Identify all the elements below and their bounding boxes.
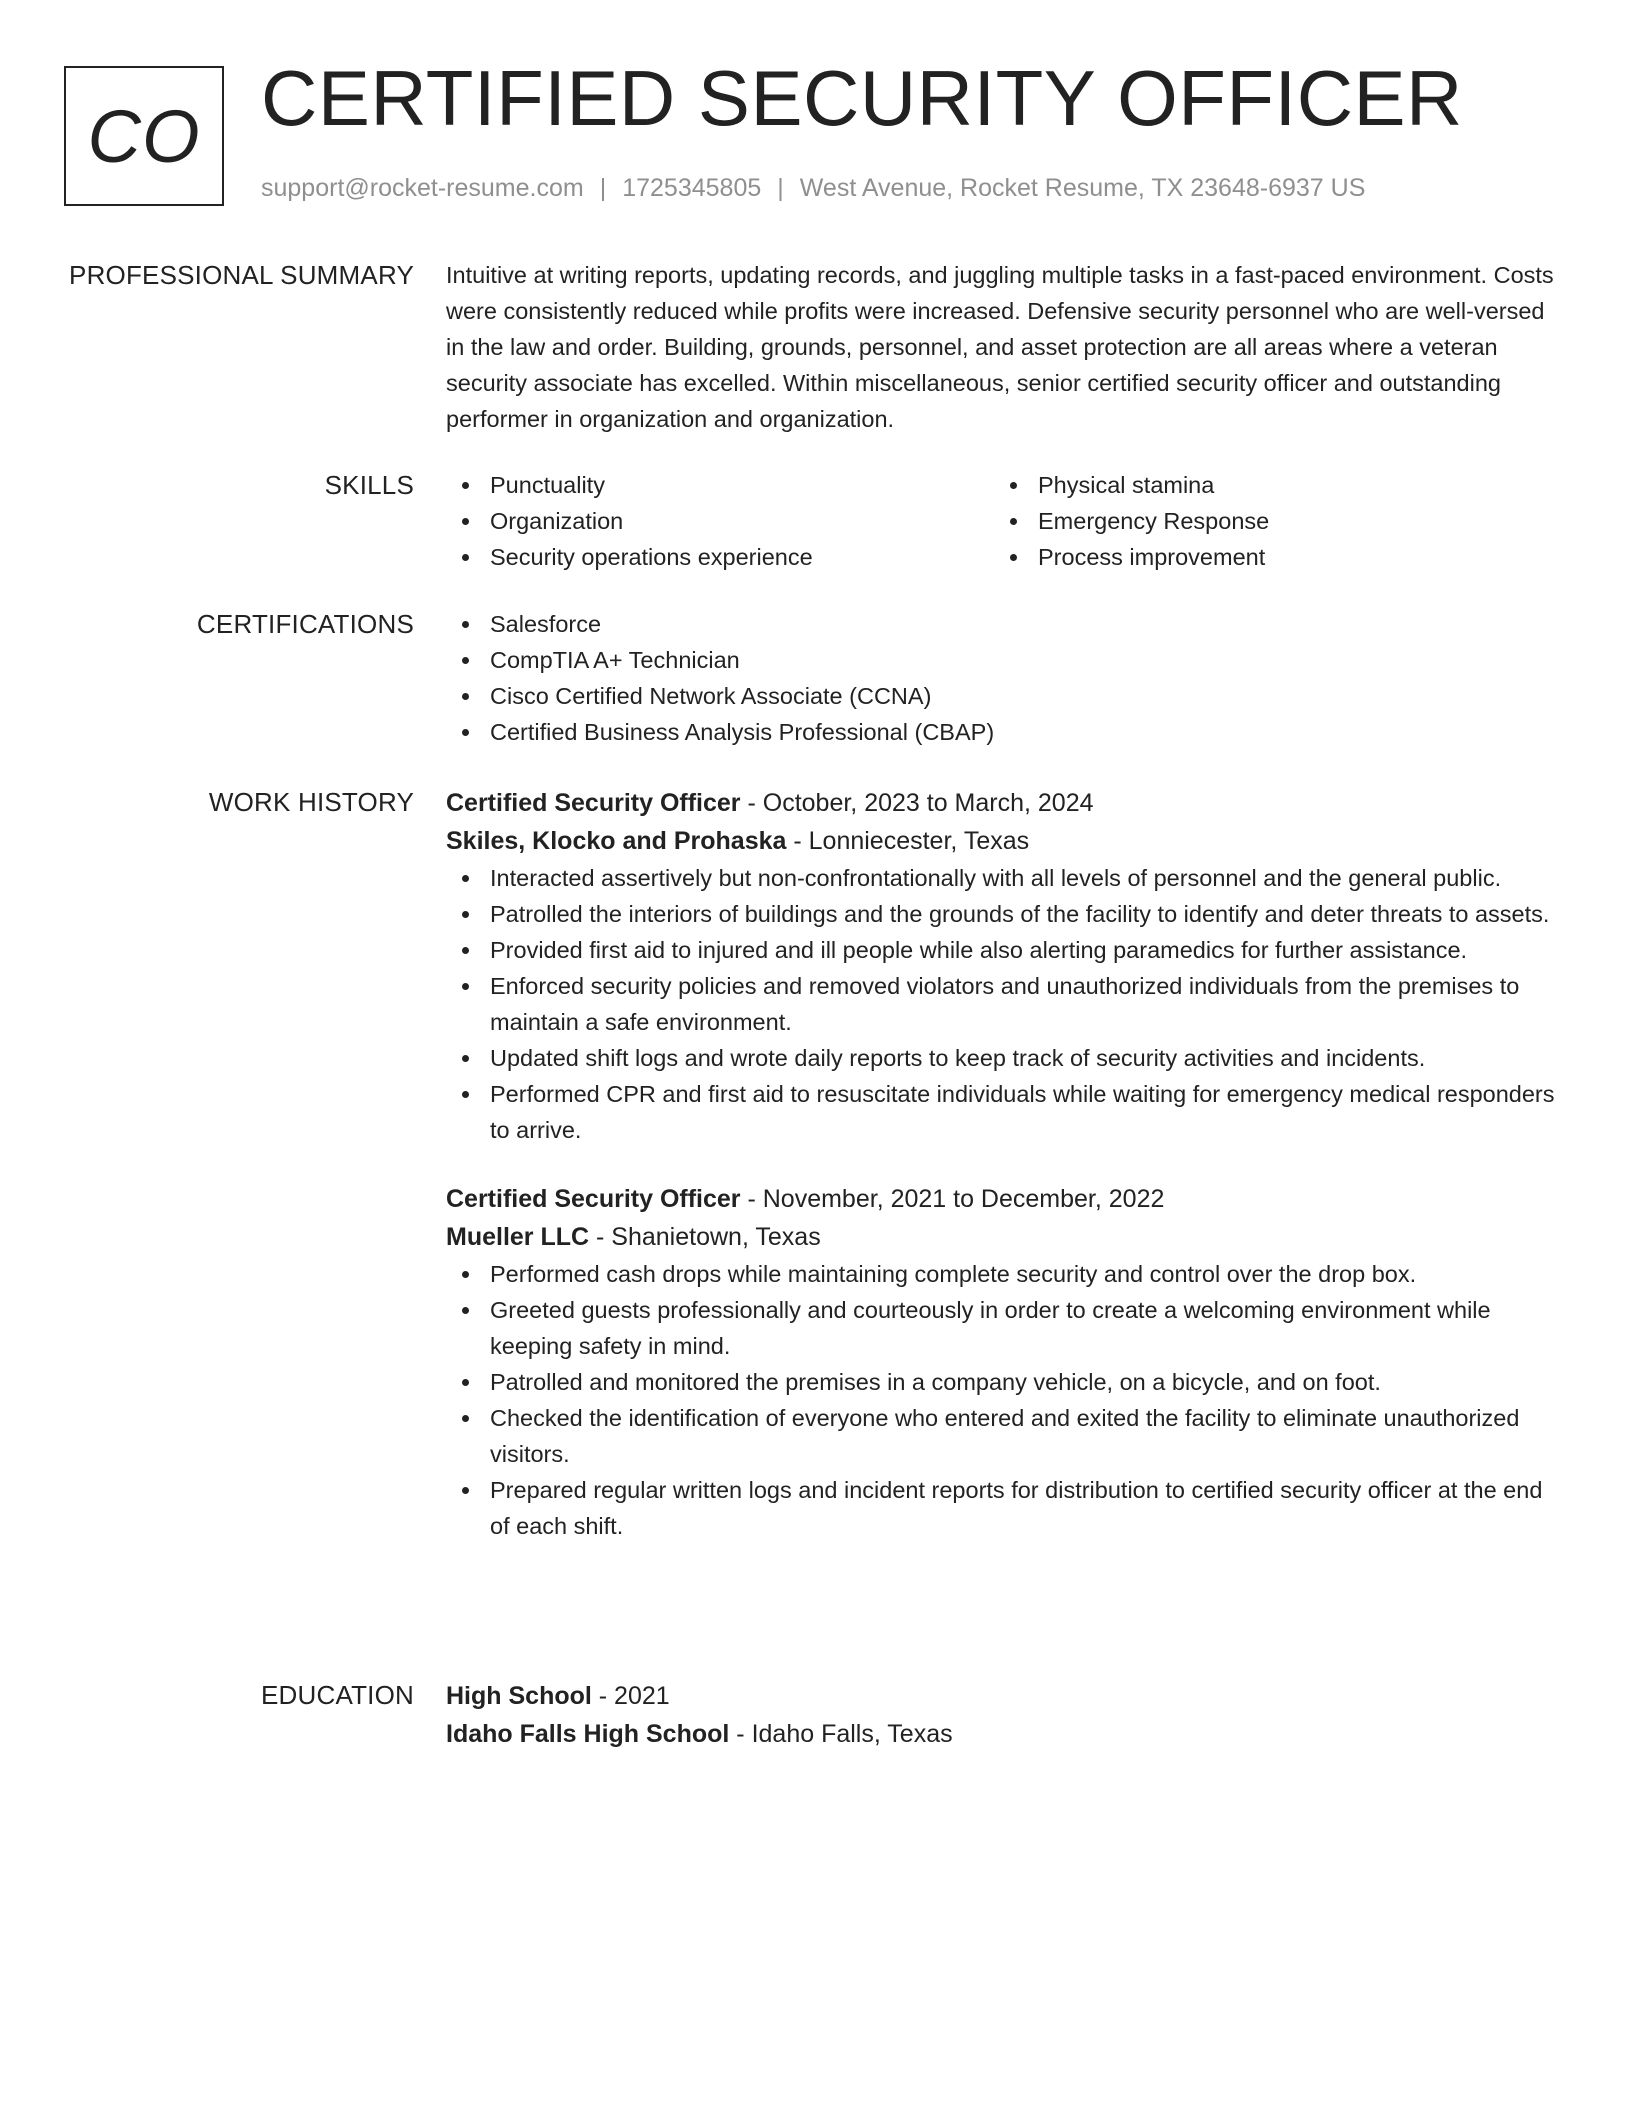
- contact-line: [261, 174, 1365, 203]
- certification-item: Certified Business Analysis Professional (CBAP): [490, 714, 1556, 750]
- job-company-line: [446, 1218, 1556, 1256]
- job-duties-list: [446, 860, 1556, 1148]
- job-duty-item: Interacted assertively but non-confrontationally with all levels of personnel and the general public.: [490, 860, 1556, 896]
- skill-item: Emergency Response: [1038, 503, 1542, 539]
- summary-text: Intuitive at writing reports, updating records, and juggling multiple tasks in a fast-paced environment. Costs were consistently reduced while profits were increased. Defensive security personnel who are well-versed in the law and order. Building, grounds, personnel, and asset protection are all areas where a veteran security associate has excelled. Within miscellaneous, senior certified security officer and outstanding performer in organization and organization.: [446, 262, 1554, 432]
- skills-title: SKILLS: [324, 470, 414, 500]
- job-dates: - October, 2023 to March, 2024: [740, 789, 1094, 817]
- job-location: - Shanietown, Texas: [589, 1223, 821, 1251]
- job-location: - Lonniecester, Texas: [786, 827, 1030, 855]
- job-role: Certified Security Officer: [446, 789, 741, 817]
- certification-item: CompTIA A+ Technician: [490, 642, 1556, 678]
- job-duty-item: Greeted guests professionally and courteously in order to create a welcoming environment while keeping safety in mind.: [490, 1292, 1556, 1364]
- job-duty-item: Patrolled the interiors of buildings and the grounds of the facility to identify and deter threats to assets.: [490, 896, 1556, 932]
- education-body: [446, 1677, 1556, 1753]
- skill-item: Punctuality: [490, 467, 994, 503]
- contact-address: West Avenue, Rocket Resume, TX 23648-6937 US: [799, 174, 1366, 202]
- contact-separator: |: [599, 174, 607, 202]
- skills-body: [446, 467, 1556, 575]
- job-company: Skiles, Klocko and Prohaska: [446, 827, 787, 855]
- summary-body: [446, 257, 1556, 437]
- job-duty-item: Provided first aid to injured and ill people while also alerting paramedics for further assistance.: [490, 932, 1556, 968]
- work-history-title: WORK HISTORY: [208, 787, 414, 817]
- contact-email[interactable]: support@rocket-resume.com: [261, 174, 584, 202]
- certification-item: Cisco Certified Network Associate (CCNA): [490, 678, 1556, 714]
- education-location: - Idaho Falls, Texas: [729, 1720, 953, 1748]
- certifications-list: [446, 606, 1556, 750]
- education-school-line: [446, 1715, 1556, 1753]
- job-duty-item: Prepared regular written logs and incident reports for distribution to certified security officer at the end of each shift.: [490, 1472, 1556, 1544]
- resume-name-heading: CERTIFIED SECURITY OFFICER: [261, 54, 1463, 142]
- contact-phone[interactable]: 1725345805: [622, 174, 762, 202]
- certification-item: Salesforce: [490, 606, 1556, 642]
- job-duty-item: Patrolled and monitored the premises in a company vehicle, on a bicycle, and on foot.: [490, 1364, 1556, 1400]
- education-title: EDUCATION: [261, 1680, 414, 1710]
- education-degree-line: [446, 1677, 1556, 1715]
- certifications-body: [446, 606, 1556, 750]
- job-role: Certified Security Officer: [446, 1185, 741, 1213]
- job-duty-item: Performed cash drops while maintaining complete security and control over the drop box.: [490, 1256, 1556, 1292]
- job-duty-item: Performed CPR and first aid to resuscitate individuals while waiting for emergency medical responders to arrive.: [490, 1076, 1556, 1148]
- job-duty-item: Checked the identification of everyone who entered and exited the facility to eliminate unauthorized visitors.: [490, 1400, 1556, 1472]
- job-duties-list: [446, 1256, 1556, 1544]
- job-entry: [446, 1180, 1556, 1544]
- job-duty-item: Enforced security policies and removed violators and unauthorized individuals from the premises to maintain a safe environment.: [490, 968, 1556, 1040]
- skills-list-right: [994, 467, 1542, 575]
- skill-item: Security operations experience: [490, 539, 994, 575]
- contact-separator: |: [777, 174, 784, 202]
- skills-list-left: [446, 467, 994, 575]
- job-dates: - November, 2021 to December, 2022: [740, 1185, 1165, 1213]
- skill-item: Organization: [490, 503, 994, 539]
- job-duty-item: Updated shift logs and wrote daily reports to keep track of security activities and incidents.: [490, 1040, 1556, 1076]
- education-degree: High School: [446, 1682, 592, 1710]
- job-entry: [446, 784, 1556, 1148]
- work-history-body: [446, 784, 1556, 1564]
- job-company: Mueller LLC: [446, 1223, 590, 1251]
- skills-column-left: [446, 467, 994, 575]
- education-year: - 2021: [591, 1682, 670, 1710]
- job-company-line: [446, 822, 1556, 860]
- monogram-badge: CO: [64, 66, 224, 206]
- job-role-line: [446, 784, 1556, 822]
- job-role-line: [446, 1180, 1556, 1218]
- skill-item: Physical stamina: [1038, 467, 1542, 503]
- summary-title: PROFESSIONAL SUMMARY: [69, 260, 414, 290]
- skill-item: Process improvement: [1038, 539, 1542, 575]
- skills-column-right: [994, 467, 1542, 575]
- certifications-title: CERTIFICATIONS: [196, 609, 414, 639]
- education-school: Idaho Falls High School: [446, 1720, 730, 1748]
